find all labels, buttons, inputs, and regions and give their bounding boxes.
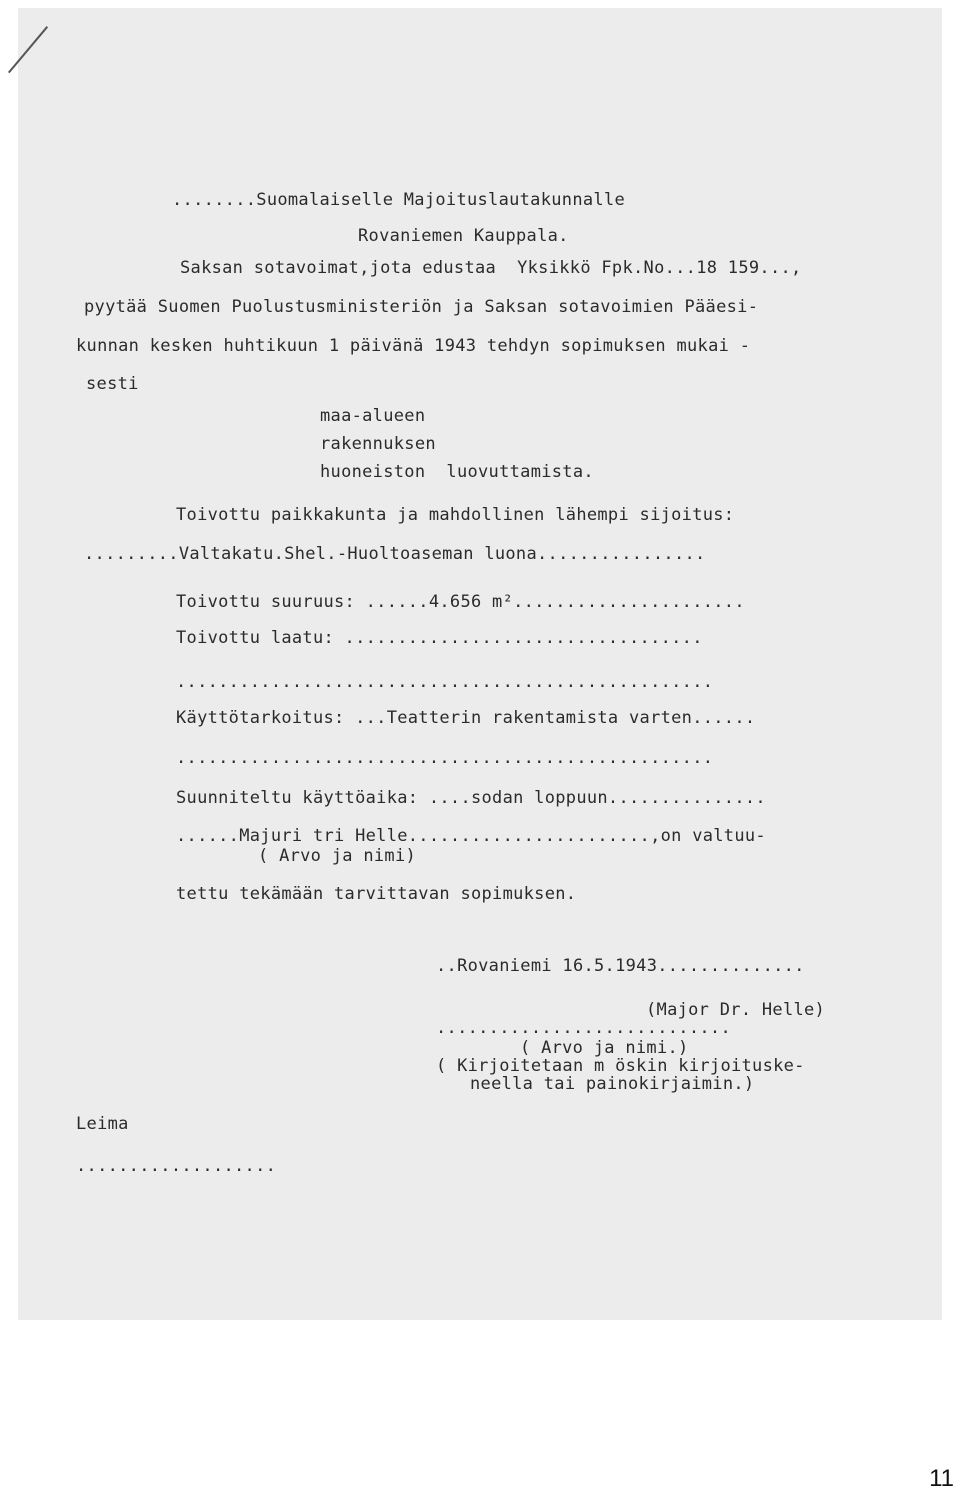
page-number: 11 bbox=[929, 1465, 954, 1492]
quality-line: Toivottu laatu: .................................. bbox=[176, 628, 703, 648]
option-building: rakennuksen bbox=[320, 434, 436, 454]
request-line-1: Saksan sotavoimat,jota edustaa Yksikkö Fpk.No...18 159..., bbox=[180, 258, 802, 278]
option-premises: huoneiston luovuttamista. bbox=[320, 462, 594, 482]
purpose-line: Käyttötarkoitus: ...Teatterin rakentamista varten...... bbox=[176, 708, 756, 728]
duration-line: Suunniteltu käyttöaika: ....sodan loppuun............... bbox=[176, 788, 766, 808]
authorized-caption: ( Arvo ja nimi) bbox=[258, 846, 417, 866]
signature-caption-3: neella tai painokirjaimin.) bbox=[470, 1074, 755, 1094]
stamp-dots: ................... bbox=[76, 1156, 277, 1176]
option-land: maa-alueen bbox=[320, 406, 426, 426]
location-value: .........Valtakatu.Shel.-Huoltoaseman luona................ bbox=[84, 544, 706, 564]
signature-caption-1: ( Arvo ja nimi.) bbox=[520, 1038, 689, 1058]
stamp-label: Leima bbox=[76, 1114, 129, 1134]
signature-name: (Major Dr. Helle) bbox=[646, 1000, 826, 1020]
authorized-line-2: tettu tekämään tarvittavan sopimuksen. bbox=[176, 884, 577, 904]
place-date: ..Rovaniemi 16.5.1943.............. bbox=[436, 956, 805, 976]
request-line-3: kunnan kesken huhtikuun 1 päivänä 1943 tehdyn sopimuksen mukai - bbox=[76, 336, 751, 356]
request-line-4: sesti bbox=[86, 374, 139, 394]
dots-line-1: ................................................... bbox=[176, 672, 714, 692]
signature-dots: ............................ bbox=[436, 1018, 731, 1038]
authorized-line: ......Majuri tri Helle.......................,on valtuu- bbox=[176, 826, 766, 846]
dots-line-2: ................................................... bbox=[176, 748, 714, 768]
size-line: Toivottu suuruus: ......4.656 m²...................... bbox=[176, 592, 745, 612]
signature-caption-2: ( Kirjoitetaan m öskin kirjoituske- bbox=[436, 1056, 805, 1076]
location-label: Toivottu paikkakunta ja mahdollinen lähempi sijoitus: bbox=[176, 505, 735, 525]
recipient-city: Rovaniemen Kauppala. bbox=[358, 226, 569, 246]
request-line-2: pyytää Suomen Puolustusministeriön ja Saksan sotavoimien Pääesi- bbox=[84, 297, 759, 317]
recipient-line: ........Suomalaiselle Majoituslautakunnalle bbox=[172, 190, 625, 210]
